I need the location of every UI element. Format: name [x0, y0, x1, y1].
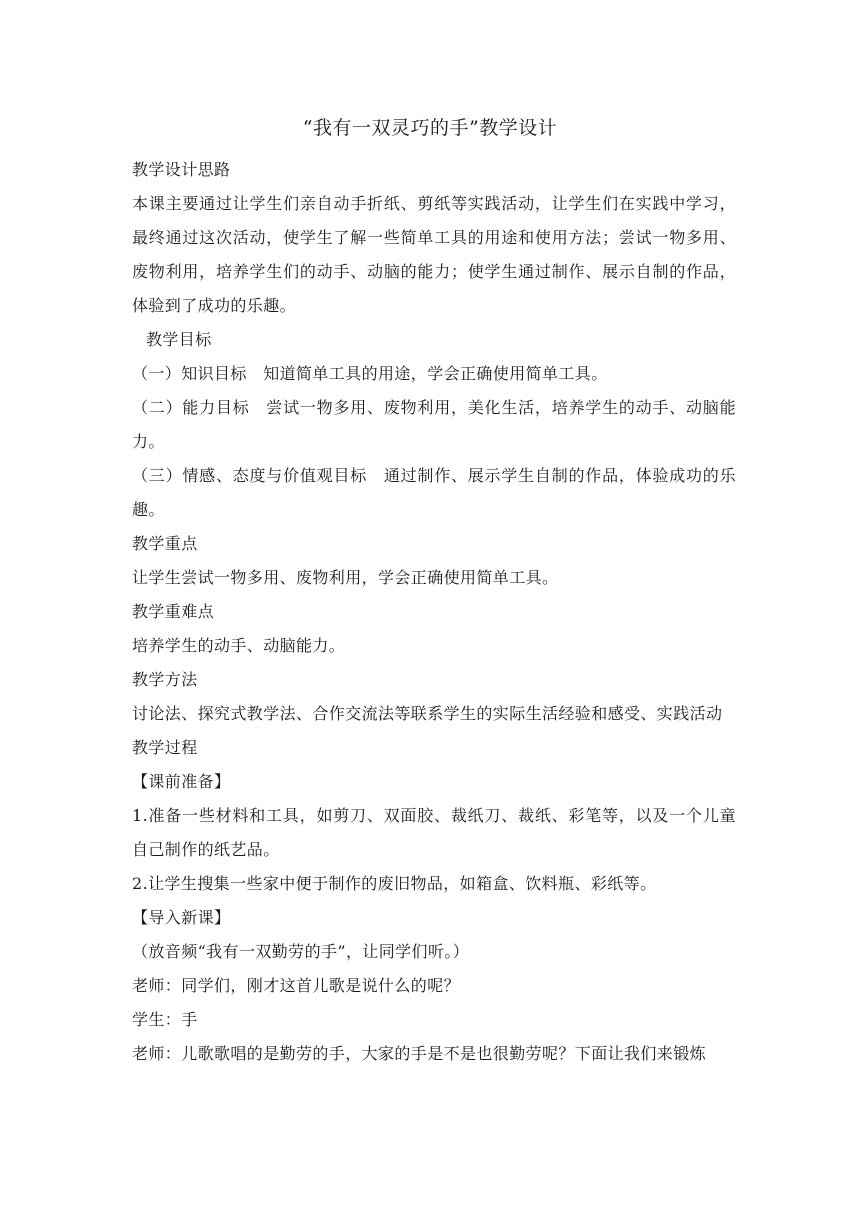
heading-teaching-goals: 教学目标	[146, 330, 212, 349]
heading-difficulties: 教学重难点	[132, 602, 215, 621]
document-body	[132, 153, 736, 1071]
paragraph-design-idea: 本课主要通过让学生们亲自动手折纸、剪纸等实践活动，让学生们在实践中学习，最终通过这次活动，使学生了解一些简单工具的用途和使用方法；尝试一物多用、废物利用，培养学生们的动手、动脑的能力；使学生通过制作、展示自制的作品，体验到了成功的乐趣。	[132, 194, 736, 315]
dialogue-student-1: 学生：手	[132, 1010, 198, 1029]
paragraph-key-points: 让学生尝试一物多用、废物利用，学会正确使用简单工具。	[132, 568, 559, 587]
dialogue-teacher-2: 老师：儿歌歌唱的是勤劳的手，大家的手是不是也很勤劳呢？下面让我们来锻炼	[132, 1044, 707, 1063]
goal-ability: （二）能力目标 尝试一物多用、废物利用，美化生活，培养学生的动手、动脑能力。	[132, 398, 736, 451]
dialogue-teacher-1: 老师：同学们，刚才这首儿歌是说什么的呢？	[132, 976, 461, 995]
introduction-audio-note: （放音频“我有一双勤劳的手”，让同学们听。）	[132, 942, 470, 961]
goal-emotion: （三）情感、态度与价值观目标 通过制作、展示学生自制的作品，体验成功的乐趣。	[132, 466, 736, 519]
preparation-item-1: 1.准备一些材料和工具，如剪刀、双面胶、裁纸刀、裁纸、彩笔等，以及一个儿童自己制作的纸艺品。	[132, 806, 736, 859]
heading-process: 教学过程	[132, 738, 198, 757]
heading-methods: 教学方法	[132, 670, 198, 689]
section-preparation: 【课前准备】	[132, 772, 231, 791]
heading-design-idea: 教学设计思路	[132, 160, 231, 179]
preparation-item-2: 2.让学生搜集一些家中便于制作的废旧物品，如箱盒、饮料瓶、彩纸等。	[132, 874, 657, 893]
document-title: “我有一双灵巧的手”教学设计	[302, 117, 558, 139]
paragraph-difficulties: 培养学生的动手、动脑能力。	[132, 636, 346, 655]
paragraph-methods: 讨论法、探究式教学法、合作交流法等联系学生的实际生活经验和感受、实践活动	[132, 704, 723, 723]
section-introduction: 【导入新课】	[132, 908, 231, 927]
goal-knowledge: （一）知识目标 知道简单工具的用途，学会正确使用简单工具。	[132, 364, 608, 383]
heading-key-points: 教学重点	[132, 534, 198, 553]
